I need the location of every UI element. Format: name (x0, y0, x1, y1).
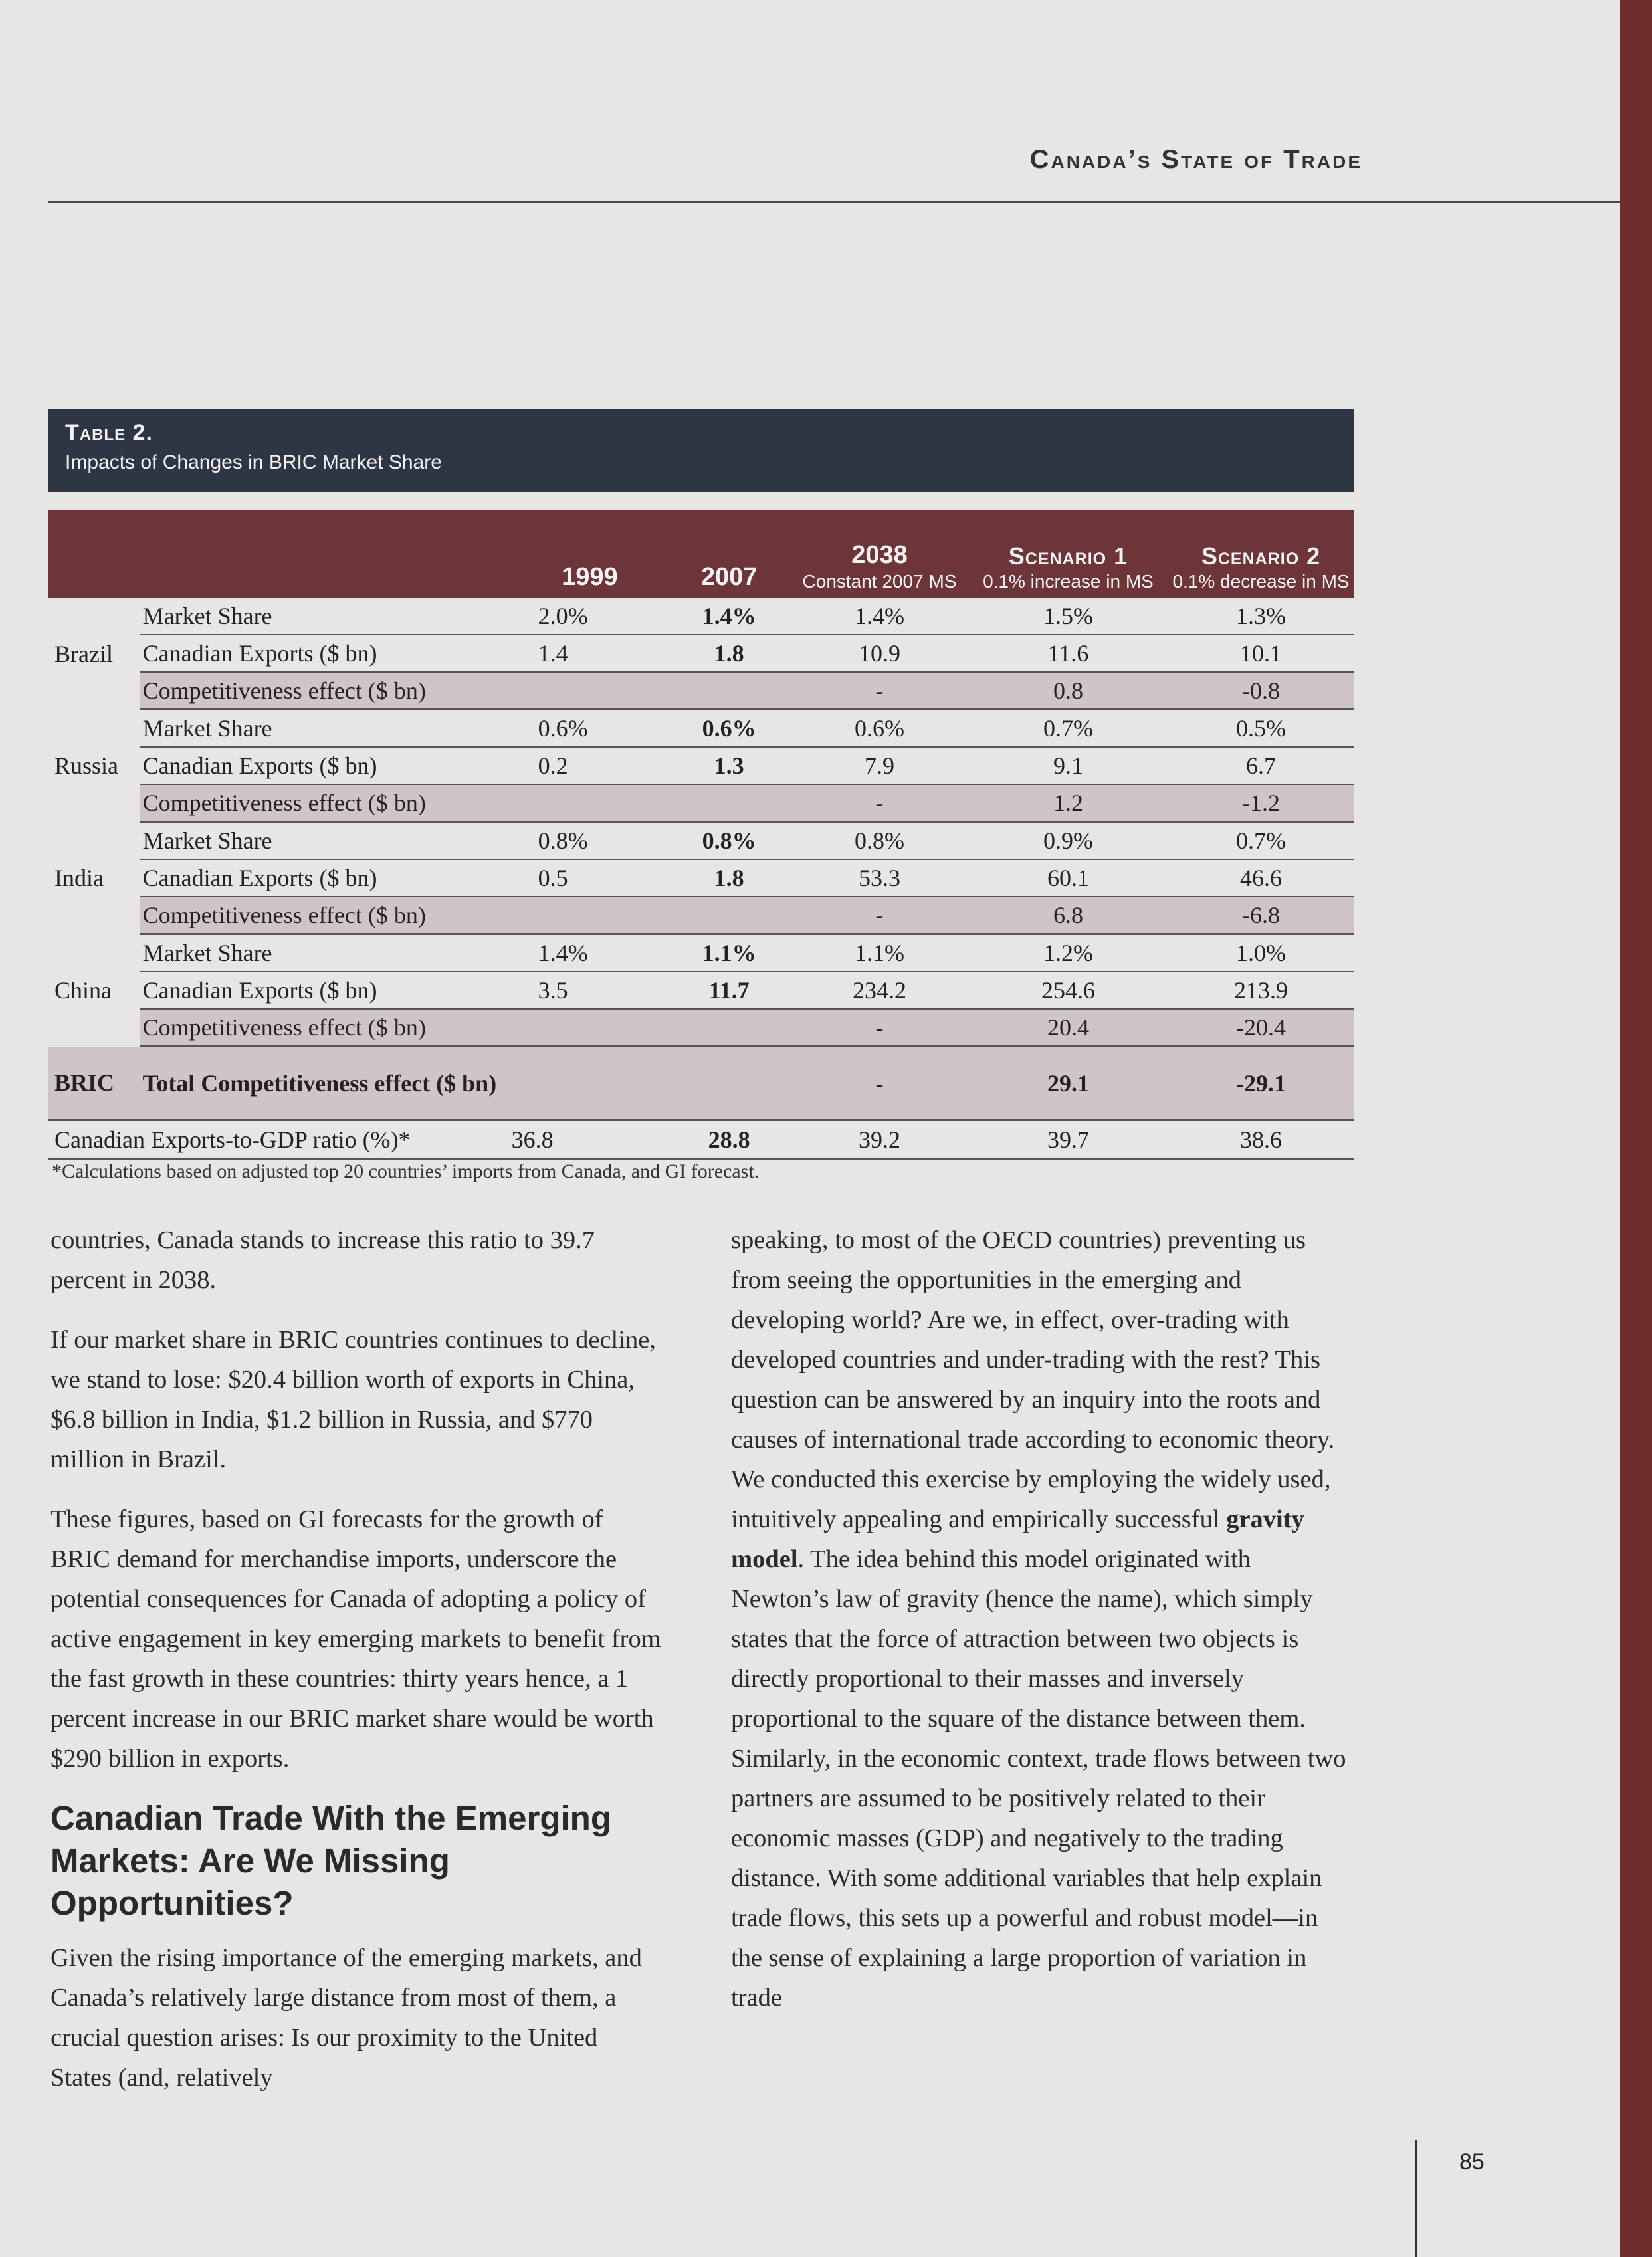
cell-scenario-2: -20.4 (1168, 1009, 1354, 1047)
cell-1999: 0.5 (512, 859, 669, 897)
paragraph: countries, Canada stands to increase this ratio to 39.7 percent in 2038. (51, 1226, 595, 1294)
cell-2038: 7.9 (790, 747, 969, 784)
cell-scenario-2: 1.0% (1168, 934, 1354, 972)
metric-label: Competitiveness effect ($ bn) (140, 897, 512, 934)
cell-scenario-1: 9.1 (969, 747, 1168, 784)
cell-2038: 234.2 (790, 972, 969, 1009)
cell-1999 (512, 1047, 669, 1121)
emphasis-term: gravity model (731, 1505, 1304, 1573)
cell-1999: 36.8 (512, 1121, 669, 1160)
paragraph: Given the rising importance of the emerging markets, and Canada’s relatively large distance from most of them, a crucial question arises: Is our proximity to the United States (and, relatively (51, 1944, 642, 2092)
cell-2038: 0.8% (790, 822, 969, 860)
cell-scenario-2: -0.8 (1168, 672, 1354, 710)
table-row (48, 897, 1354, 934)
cell-2038: 1.1% (790, 934, 969, 972)
paragraph: If our market share in BRIC countries continues to decline, we stand to lose: $20.4 billion worth of exports in China, $6.8 billion in India, $1.2 billion in Russia, and $770 million in Brazil. (51, 1326, 656, 1473)
metric-label: Canadian Exports ($ bn) (140, 635, 512, 672)
metric-label: Market Share (140, 598, 512, 635)
table-row (48, 672, 1354, 710)
metric-label: Market Share (140, 934, 512, 972)
cell-scenario-1: 60.1 (969, 859, 1168, 897)
cell-2007 (668, 784, 790, 822)
table-row (48, 1009, 1354, 1047)
cell-2007 (668, 897, 790, 934)
right-column (731, 1220, 1349, 2018)
table-title: Impacts of Changes in BRIC Market Share (65, 451, 442, 473)
cell-scenario-1: 29.1 (969, 1047, 1168, 1121)
cell-2007: 0.8% (668, 822, 790, 860)
country-name: Brazil (54, 640, 113, 667)
table-row (48, 598, 1354, 635)
cell-2007: 1.4% (668, 598, 790, 635)
cell-scenario-1: 0.8 (969, 672, 1168, 710)
cell-2038: 10.9 (790, 635, 969, 672)
cell-2038: 53.3 (790, 859, 969, 897)
paragraph: These figures, based on GI forecasts for the growth of BRIC demand for merchandise imports, underscore the potential consequences for Canada of adopting a policy of active engagement in key emerging markets to benefit from the fast growth in these countries: thirty years hence, a 1 percent increase in our BRIC market share would be worth $290 billion in exports. (51, 1505, 661, 1773)
metric-label: Market Share (140, 710, 512, 748)
cell-1999 (512, 1009, 669, 1047)
cell-2007: 1.3 (668, 747, 790, 784)
cell-scenario-1: 254.6 (969, 972, 1168, 1009)
cell-2007: 0.6% (668, 710, 790, 748)
cell-1999: 1.4% (512, 934, 669, 972)
metric-label: Competitiveness effect ($ bn) (140, 1009, 512, 1047)
cell-2007: 28.8 (668, 1121, 790, 1160)
cell-scenario-1: 20.4 (969, 1009, 1168, 1047)
metric-label: Competitiveness effect ($ bn) (140, 672, 512, 710)
cell-scenario-1: 1.5% (969, 598, 1168, 635)
cell-1999: 3.5 (512, 972, 669, 1009)
cell-2007 (668, 1047, 790, 1121)
metric-label: Total Competitiveness effect ($ bn) (140, 1047, 512, 1121)
cell-scenario-1: 0.9% (969, 822, 1168, 860)
cell-scenario-2: 6.7 (1168, 747, 1354, 784)
cell-2007: 11.7 (668, 972, 790, 1009)
cell-scenario-2: 0.5% (1168, 710, 1354, 748)
cell-scenario-1: 0.7% (969, 710, 1168, 748)
table-caption (48, 409, 1354, 492)
table-number: Table 2. (65, 420, 153, 445)
page-number: 85 (1459, 2149, 1485, 2175)
cell-scenario-2: -29.1 (1168, 1047, 1354, 1121)
cell-2007: 1.1% (668, 934, 790, 972)
cell-2038: 0.6% (790, 710, 969, 748)
country-name: China (54, 977, 112, 1004)
cell-scenario-2: 38.6 (1168, 1121, 1354, 1160)
cell-2038: - (790, 784, 969, 822)
table-row (48, 710, 1354, 748)
cell-1999: 0.8% (512, 822, 669, 860)
footer-rule (1415, 2140, 1417, 2257)
table-row (48, 635, 1354, 672)
cell-scenario-2: 0.7% (1168, 822, 1354, 860)
cell-scenario-2: -6.8 (1168, 897, 1354, 934)
cell-scenario-1: 6.8 (969, 897, 1168, 934)
cell-scenario-2: 10.1 (1168, 635, 1354, 672)
table-row (48, 972, 1354, 1009)
cell-1999: 0.6% (512, 710, 669, 748)
cell-1999 (512, 897, 669, 934)
metric-label: Canadian Exports ($ bn) (140, 972, 512, 1009)
header-2007: 2007 (668, 510, 790, 598)
table-row (48, 822, 1354, 860)
metric-label: Competitiveness effect ($ bn) (140, 784, 512, 822)
table-footnote: *Calculations based on adjusted top 20 countries’ imports from Canada, and GI forecast. (52, 1160, 760, 1182)
table-row (48, 934, 1354, 972)
cell-scenario-1: 39.7 (969, 1121, 1168, 1160)
cell-2038: 1.4% (790, 598, 969, 635)
running-header: Canada’s State of Trade (1029, 145, 1362, 174)
header-1999: 1999 (512, 510, 669, 598)
cell-1999 (512, 784, 669, 822)
cell-2007: 1.8 (668, 635, 790, 672)
metric-label: Canadian Exports ($ bn) (140, 859, 512, 897)
cell-1999: 2.0% (512, 598, 669, 635)
header-rule (48, 201, 1620, 203)
cell-scenario-2: -1.2 (1168, 784, 1354, 822)
book-spine-edge (1620, 0, 1652, 2257)
cell-1999 (512, 672, 669, 710)
paragraph (731, 1220, 1349, 2018)
table-row (48, 747, 1354, 784)
cell-1999: 0.2 (512, 747, 669, 784)
cell-scenario-2: 213.9 (1168, 972, 1354, 1009)
metric-label: Canadian Exports ($ bn) (140, 747, 512, 784)
cell-2007 (668, 1009, 790, 1047)
cell-scenario-1: 11.6 (969, 635, 1168, 672)
paragraph-text: . The idea behind this model originated with Newton’s law of gravity (hence the name), which simply states that the force of attraction between two objects is directly proportional to their masses and inversely proportional to the square of the distance between them. Similarly, in the economic context, trade flows between two partners are assumed to be positively related to their economic masses (GDP) and negatively to the trading distance. With some additional variables that help explain trade flows, this sets up a powerful and robust model—in the sense of explaining a large proportion of variation in trade (731, 1545, 1346, 2012)
header-2038: 2038 Constant 2007 MS (790, 510, 969, 598)
header-empty-metric (140, 510, 512, 598)
header-scenario-2: Scenario 2 0.1% decrease in MS (1168, 510, 1354, 598)
cell-scenario-2: 46.6 (1168, 859, 1354, 897)
country-name: Russia (54, 752, 119, 779)
header-scenario-1: Scenario 1 0.1% increase in MS (969, 510, 1168, 598)
country-name: BRIC (48, 1047, 140, 1121)
header-empty-country (48, 510, 140, 598)
cell-scenario-1: 1.2% (969, 934, 1168, 972)
paragraph-text: speaking, to most of the OECD countries) preventing us from seeing the opportunities in the emerging and developing world? Are we, in effect, over-trading with developed countries and under-trading with the rest? This question can be answered by an inquiry into the roots and causes of international trade according to economic theory. We conducted this exercise by employing the widely used, intuitively appealing and empirically successful (731, 1226, 1335, 1533)
cell-2007: 1.8 (668, 859, 790, 897)
metric-label: Canadian Exports-to-GDP ratio (%)* (48, 1121, 512, 1160)
cell-2038: - (790, 897, 969, 934)
cell-2038: 39.2 (790, 1121, 969, 1160)
section-heading: Canadian Trade With the Emerging Markets: Are We Missing Opportunities? (51, 1799, 611, 1922)
bric-total-row (48, 1047, 1354, 1121)
cell-2038: - (790, 1047, 969, 1121)
table-row (48, 859, 1354, 897)
bric-market-share-table (48, 510, 1354, 1160)
metric-label: Market Share (140, 822, 512, 860)
cell-2007 (668, 672, 790, 710)
cell-2038: - (790, 672, 969, 710)
cell-2038: - (790, 1009, 969, 1047)
cell-scenario-1: 1.2 (969, 784, 1168, 822)
table-header-row (48, 510, 1354, 598)
gdp-ratio-row (48, 1121, 1354, 1160)
left-column (51, 1220, 662, 2097)
cell-scenario-2: 1.3% (1168, 598, 1354, 635)
table-row (48, 784, 1354, 822)
country-name: India (54, 865, 104, 891)
cell-1999: 1.4 (512, 635, 669, 672)
